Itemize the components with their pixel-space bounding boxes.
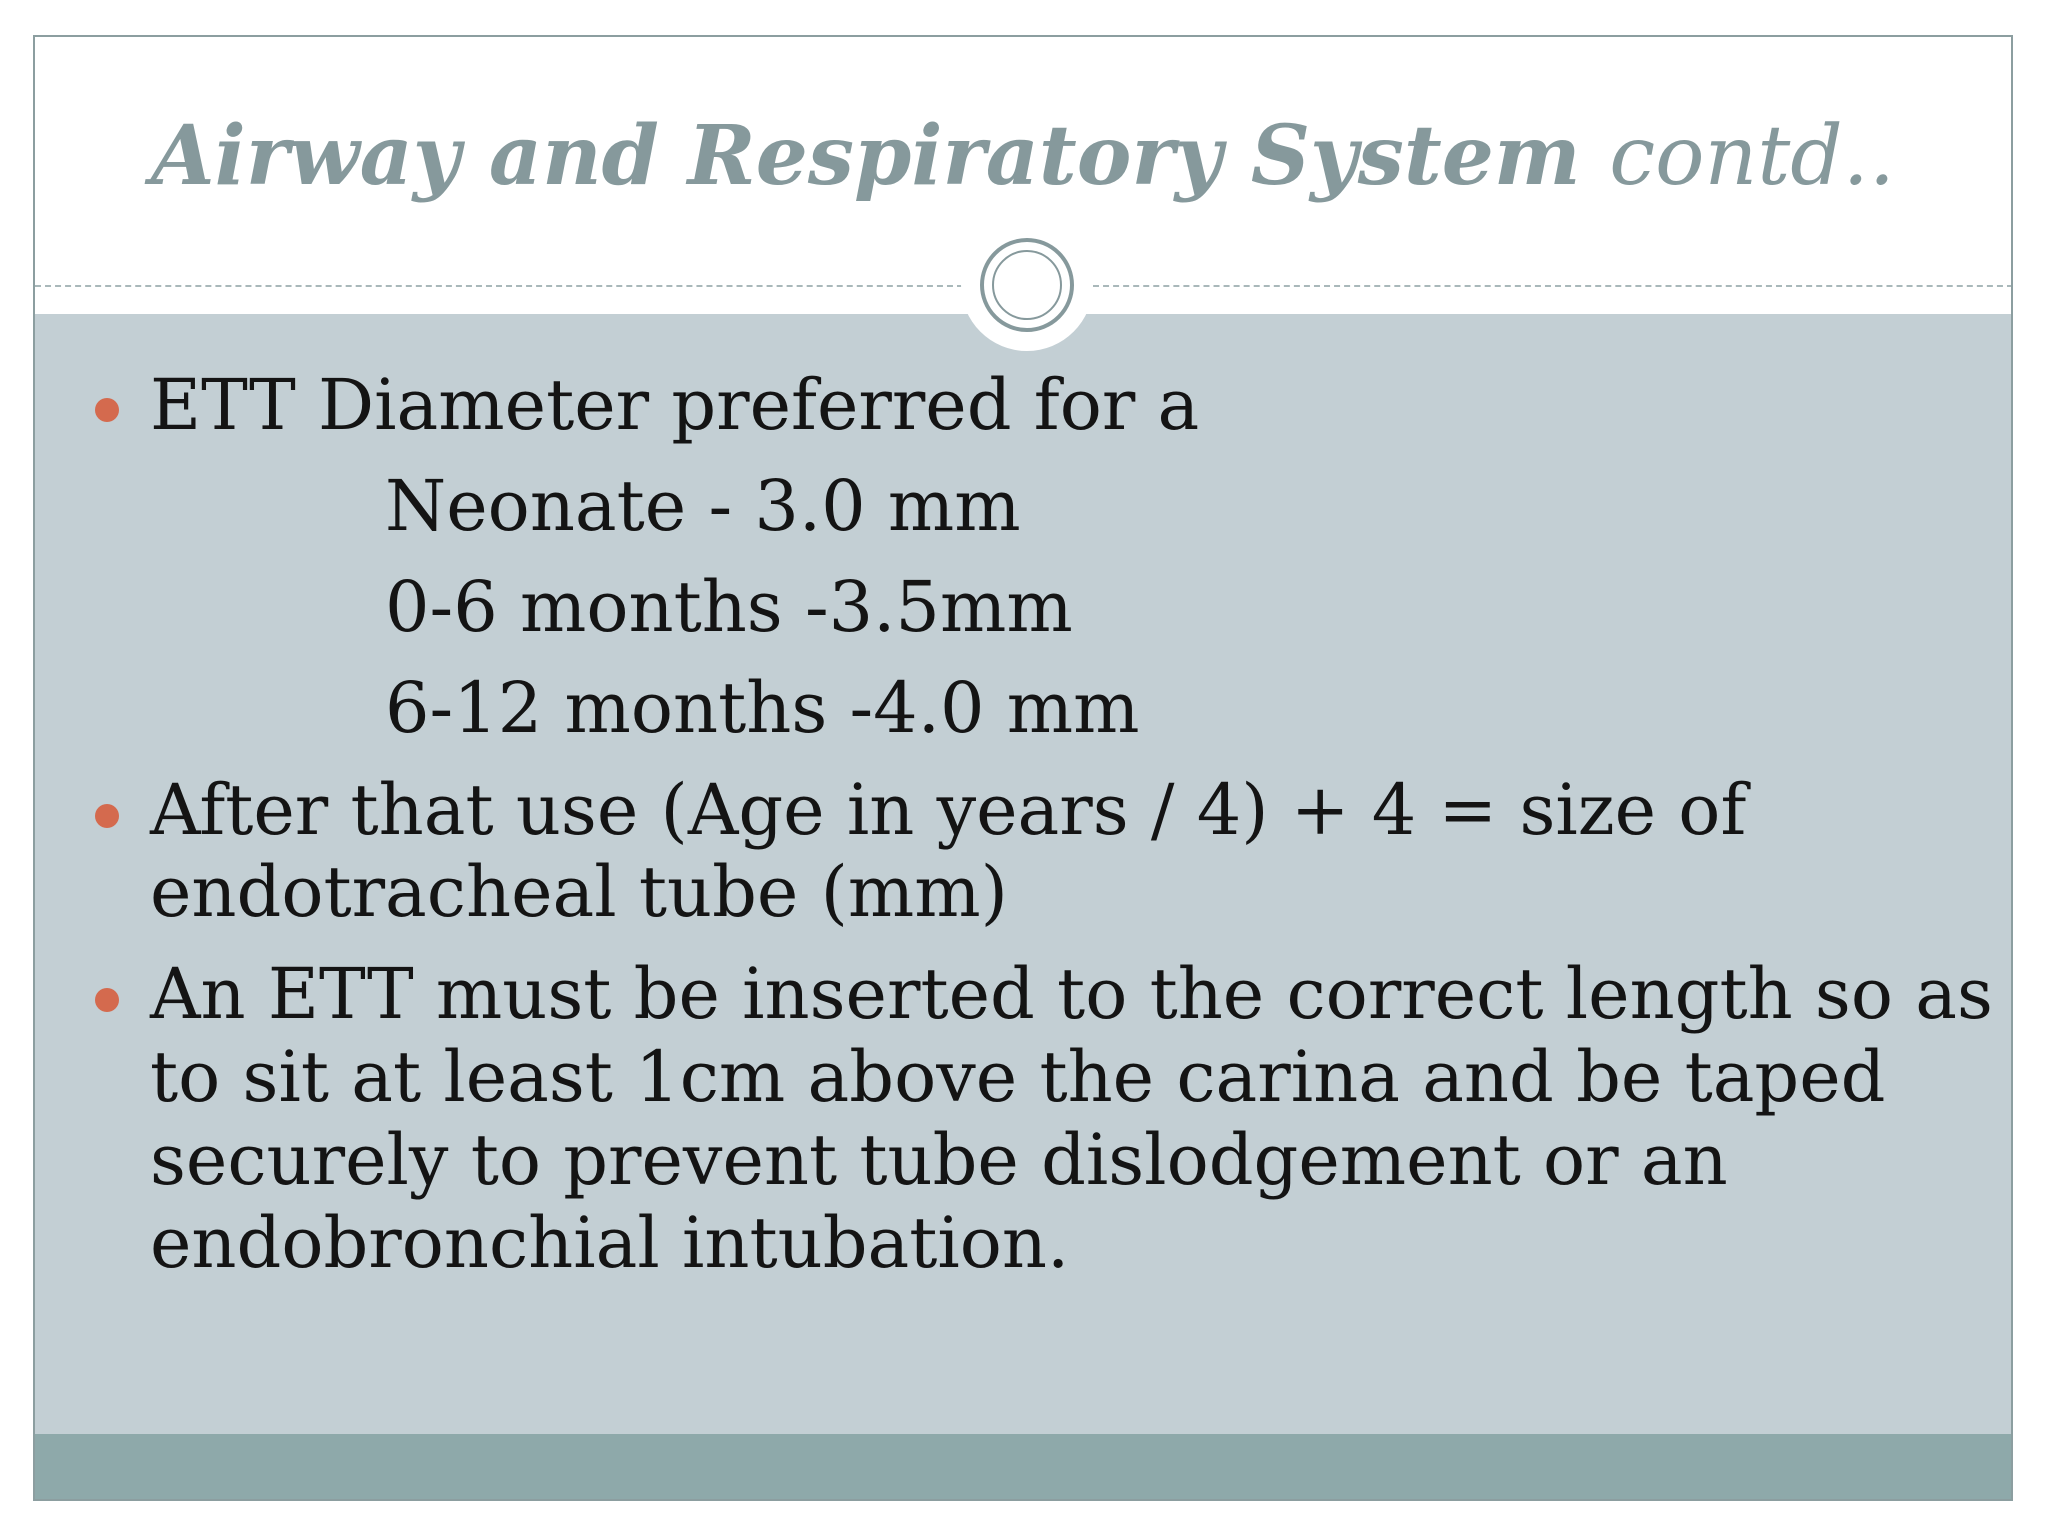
slide-title-suffix: contd.. (1609, 109, 1895, 204)
bullet-3-line-1: An ETT must be inserted to the correct length so as (150, 953, 1993, 1035)
title-divider-right (1093, 285, 2013, 287)
content-area (35, 314, 2011, 1434)
sub-item-6-12-months: 6-12 months -4.0 mm (385, 667, 1140, 749)
bullet-3-line-2: to sit at least 1cm above the carina and be taped (150, 1036, 1886, 1118)
bullet-dot-icon (95, 398, 119, 422)
bullet-2-line-1: After that use (Age in years / 4) + 4 = size of (150, 769, 1747, 851)
slide-title-main: Airway and Respiratory System (151, 108, 1581, 204)
slide-title (35, 107, 2011, 206)
sub-item-neonate: Neonate - 3.0 mm (385, 465, 1021, 547)
divider-circle-icon (961, 219, 1093, 351)
sub-item-0-6-months: 0-6 months -3.5mm (385, 566, 1073, 648)
slide (33, 35, 2013, 1501)
bullet-1-line-1: ETT Diameter preferred for a (150, 364, 1200, 446)
bullet-3-line-3: securely to prevent tube dislodgement or an (150, 1119, 1728, 1201)
bullet-2-line-2: endotracheal tube (mm) (150, 851, 1008, 933)
footer-bar (35, 1434, 2011, 1501)
bullet-dot-icon (95, 988, 119, 1012)
bullet-dot-icon (95, 804, 119, 828)
title-divider-left (35, 285, 963, 287)
bullet-3-line-4: endobronchial intubation. (150, 1202, 1070, 1284)
